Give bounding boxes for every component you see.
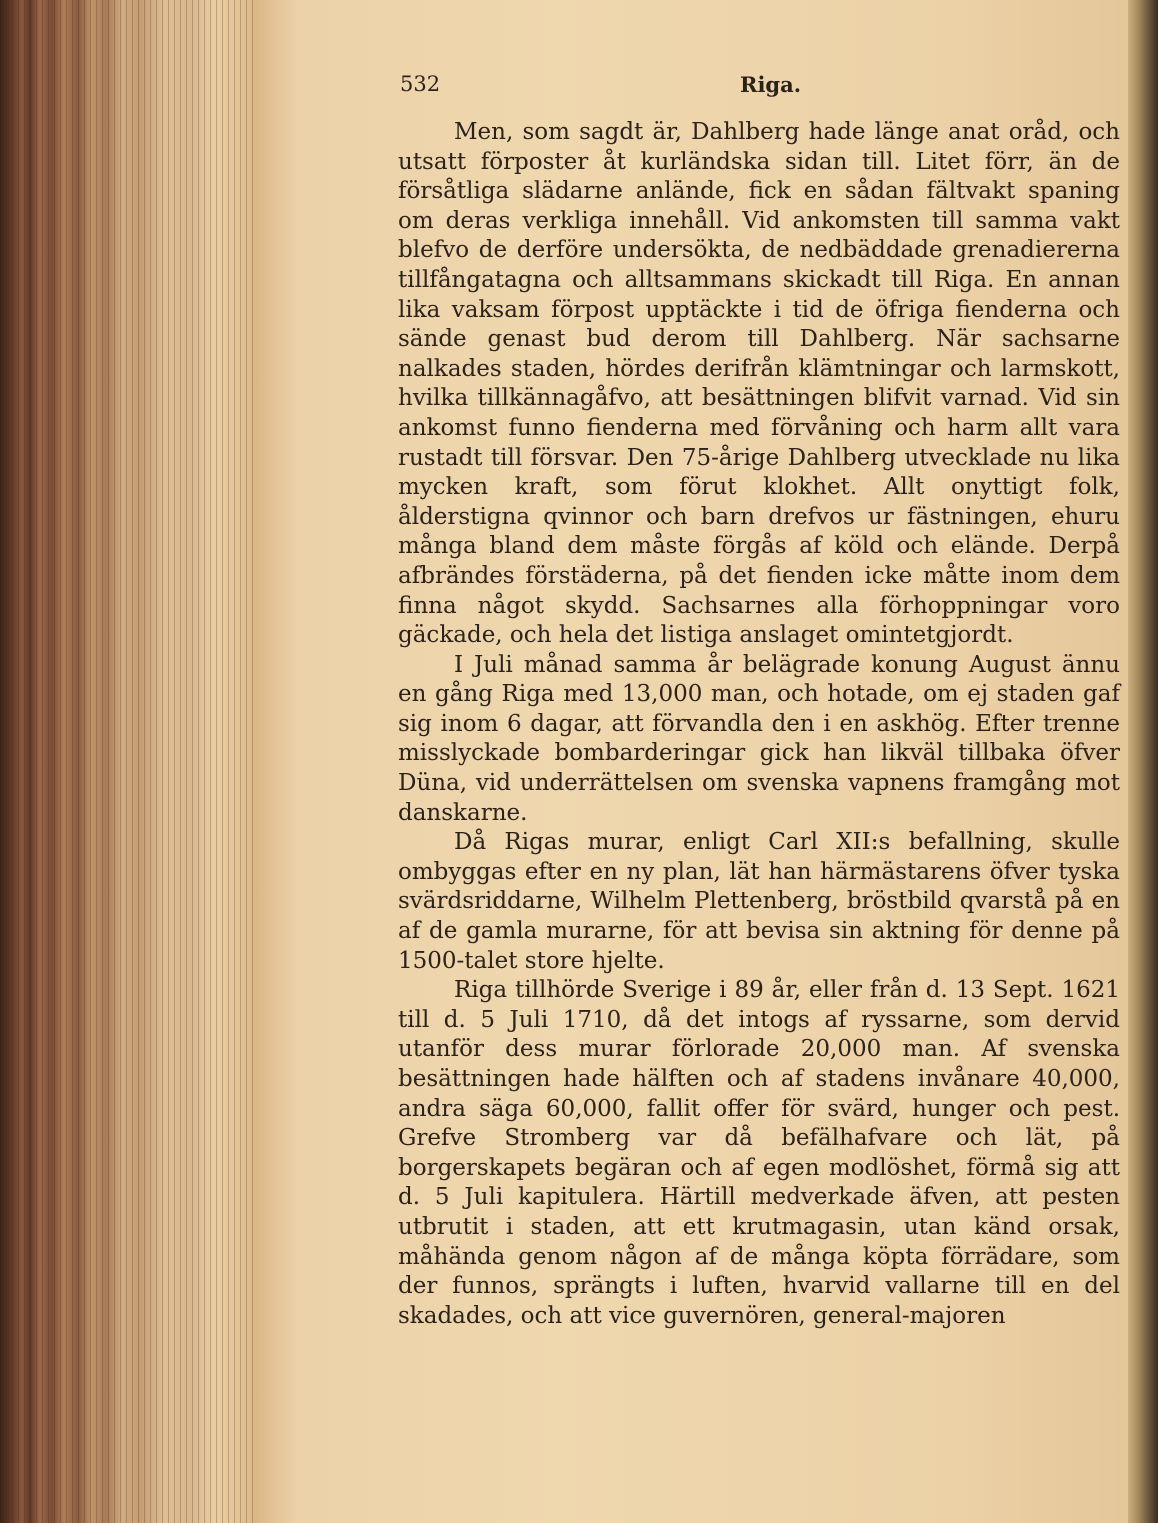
page-number: 532 bbox=[400, 72, 441, 96]
paragraph: I Juli månad samma år belägrade konung August ännu en gång Riga med 13,000 man, och hotade, om ej staden gaf sig inom 6 dagar, att förvandla den i en askhög. Efter trenne misslyckade bombarderingar gick han likväl tillbaka öfver Düna, vid underrättelsen om svenska vapnens framgång mot danskarne. bbox=[398, 651, 1120, 826]
running-header bbox=[400, 72, 820, 106]
paragraph: Då Rigas murar, enligt Carl XII:s befallning, skulle ombyggas efter en ny plan, lät han härmästarens öfver tyska svärdsriddarne, Wilhelm Plettenberg, bröstbild qvarstå på en af de gamla murarne, för att bevisa sin aktning för denne på 1500-talet store hjelte. bbox=[398, 829, 1120, 974]
page-edges bbox=[0, 0, 258, 1523]
paragraph: Men, som sagdt är, Dahlberg hade länge anat oråd, och utsatt förposter åt kurländska sidan till. Litet förr, än de försåtliga slädarne anlände, fick en sådan fältvakt spaning om deras verkliga innehåll. Vid ankomsten till samma vakt blefvo de derföre undersökta, de nedbäddade grenadiererna tillfångatagna och alltsammans skickadt till Riga. En annan lika vaksam förpost upptäckte i tid de öfriga fienderna och sände genast bud derom till Dahlberg. När sachsarne nalkades staden, hördes derifrån klämtningar och larmskott, hvilka tillkännagåfvo, att besättningen blifvit varnad. Vid sin ankomst funno fienderna med förvåning och harm allt vara rustadt till försvar. Den 75-årige Dahlberg utvecklade nu lika mycken kraft, som förut klokhet. Allt onyttigt folk, ålderstigna qvinnor och barn drefvos ur fästningen, ehuru många bland dem måste förgås af köld och elände. Derpå afbrändes förstäderna, på det fienden icke måtte inom dem finna något skydd. Sachsarnes alla förhoppningar voro gäckade, och hela det listiga anslaget omintetgjordt. bbox=[398, 119, 1120, 649]
paragraph: Riga tillhörde Sverige i 89 år, eller från d. 13 Sept. 1621 till d. 5 Juli 1710, då det intogs af ryssarne, som dervid utanför dess murar förlorade 20,000 man. Af svenska besättningen hade hälften och af stadens invånare 40,000, andra säga 60,000, fallit offer för svärd, hunger och pest. Grefve Stromberg var då befälhafvare och lät, på borgerskapets begäran och af egen modlöshet, förmå sig att d. 5 Juli kapitulera. Härtill medverkade äfven, att pesten utbrutit i staden, att ett krutmagasin, utan känd orsak, måhända genom någon af de många köpta förrädare, som der funnos, sprängts i luften, hvarvid vallarne till en del skadades, och att vice guvernören, general-majoren bbox=[398, 977, 1120, 1329]
running-title: Riga. bbox=[740, 72, 802, 97]
gutter-shadow bbox=[1128, 0, 1158, 1523]
body-text bbox=[398, 118, 1120, 1331]
